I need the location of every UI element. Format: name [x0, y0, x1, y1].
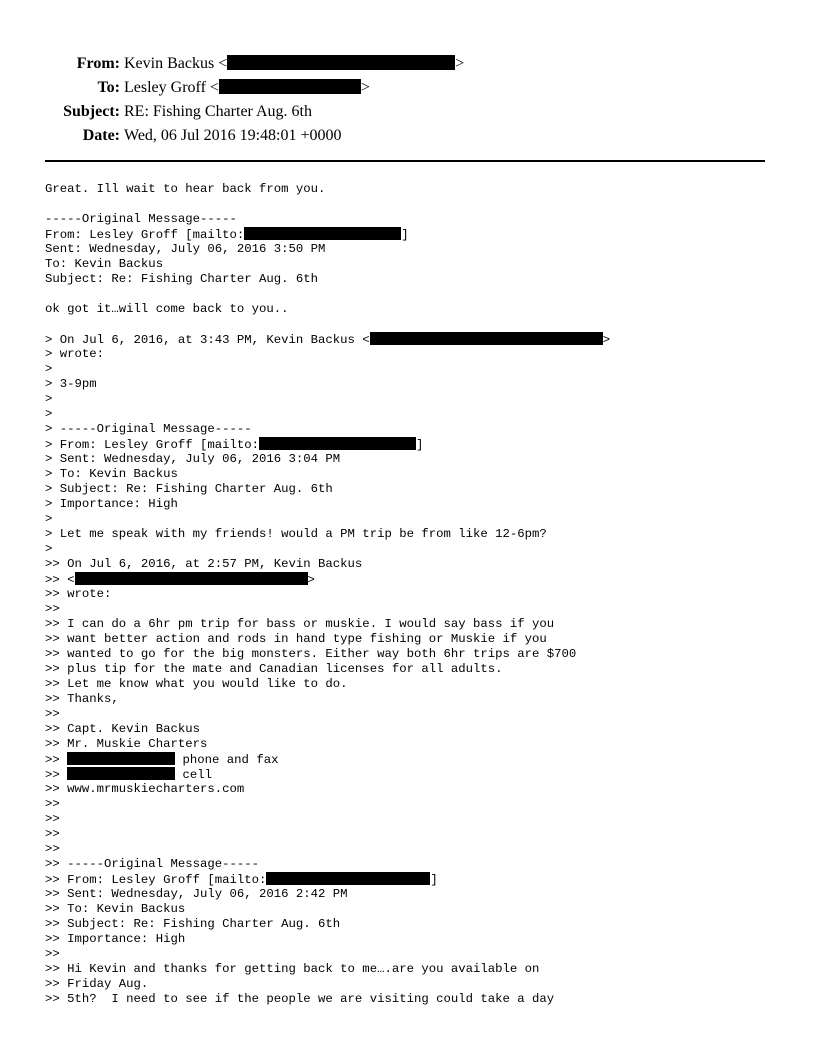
line-text: >> Sent: Wednesday, July 06, 2016 2:42 PM [45, 887, 348, 901]
body-line [45, 527, 785, 542]
to-close: > [360, 79, 370, 96]
body-line [45, 767, 785, 782]
line-text-after: cell [175, 768, 213, 782]
line-text: To: Kevin Backus [45, 257, 164, 271]
date-label: Date: [82, 127, 120, 144]
line-text: >> [45, 768, 68, 782]
line-text: > -----Original Message----- [45, 422, 252, 436]
body-line [45, 617, 785, 632]
redaction-block [266, 872, 430, 885]
to-value [124, 76, 370, 100]
body-line [45, 722, 785, 737]
line-text-after: ] [416, 438, 424, 452]
line-text: -----Original Message----- [45, 212, 237, 226]
line-text: >> Importance: High [45, 932, 186, 946]
email-body [45, 182, 785, 1007]
line-text: > Let me speak with my friends! would a PM trip be from like 12-6pm? [45, 527, 547, 541]
line-text: > Subject: Re: Fishing Charter Aug. 6th [45, 482, 333, 496]
line-text: >> I can do a 6hr pm trip for bass or muskie. I would say bass if you [45, 617, 555, 631]
body-line [45, 212, 785, 227]
line-text: ok got it…will come back to you.. [45, 302, 289, 316]
subject-value: RE: Fishing Charter Aug. 6th [124, 103, 312, 120]
to-row [0, 76, 816, 100]
line-text-after: ] [401, 228, 409, 242]
line-text: >> -----Original Message----- [45, 857, 260, 871]
date-row [0, 124, 816, 148]
body-line [45, 737, 785, 752]
body-line [45, 317, 785, 332]
body-line [45, 377, 785, 392]
body-line [45, 932, 785, 947]
body-line [45, 482, 785, 497]
line-text-after: ] [430, 873, 438, 887]
to-name: Lesley Groff < [124, 79, 219, 96]
body-line [45, 467, 785, 482]
line-text: >> Capt. Kevin Backus [45, 722, 200, 736]
body-line [45, 587, 785, 602]
line-text: > [45, 542, 53, 556]
body-line [45, 182, 785, 197]
body-line [45, 422, 785, 437]
line-text: >> Thanks, [45, 692, 119, 706]
body-line [45, 242, 785, 257]
line-text: >> [45, 842, 60, 856]
body-line [45, 887, 785, 902]
line-text: >> Friday Aug. [45, 977, 149, 991]
line-text: > [45, 392, 53, 406]
redaction-block [370, 332, 603, 345]
body-line [45, 602, 785, 617]
redaction-block [67, 752, 175, 765]
from-label: From: [76, 55, 120, 72]
body-line [45, 872, 785, 887]
body-line [45, 692, 785, 707]
body-line [45, 902, 785, 917]
line-text-after: > [602, 333, 611, 347]
line-text: > wrote: [45, 347, 105, 361]
line-text: >> wrote: [45, 587, 112, 601]
redaction-block [227, 55, 455, 70]
line-text: >> [45, 947, 60, 961]
from-value [124, 52, 464, 76]
to-label: To: [97, 79, 120, 96]
line-text: > To: Kevin Backus [45, 467, 178, 481]
line-text: >> Let me know what you would like to do. [45, 677, 348, 691]
line-text: Subject: Re: Fishing Charter Aug. 6th [45, 272, 319, 286]
line-text: > On Jul 6, 2016, at 3:43 PM, Kevin Backus < [45, 333, 370, 347]
line-text: >> < [45, 573, 75, 587]
redaction-block [75, 572, 308, 585]
body-line [45, 197, 785, 212]
from-row [0, 52, 816, 76]
body-line [45, 827, 785, 842]
body-line [45, 752, 785, 767]
redaction-block [244, 227, 401, 240]
line-text: > Importance: High [45, 497, 178, 511]
body-line [45, 332, 785, 347]
body-line [45, 962, 785, 977]
from-name: Kevin Backus < [124, 55, 228, 72]
line-text: > From: Lesley Groff [mailto: [45, 438, 260, 452]
line-text: >> On Jul 6, 2016, at 2:57 PM, Kevin Backus [45, 557, 363, 571]
body-line [45, 512, 785, 527]
body-line [45, 947, 785, 962]
line-text: >> [45, 707, 60, 721]
line-text: >> From: Lesley Groff [mailto: [45, 873, 267, 887]
header-divider [45, 160, 765, 162]
line-text: >> www.mrmuskiecharters.com [45, 782, 245, 796]
line-text: >> [45, 827, 60, 841]
line-text: > [45, 407, 53, 421]
body-line [45, 272, 785, 287]
body-line [45, 707, 785, 722]
body-line [45, 287, 785, 302]
body-line [45, 782, 785, 797]
body-line [45, 572, 785, 587]
subject-row [0, 100, 816, 124]
body-line [45, 392, 785, 407]
body-line [45, 797, 785, 812]
from-close: > [455, 55, 465, 72]
line-text: >> [45, 602, 60, 616]
redaction-block [67, 767, 175, 780]
body-line [45, 977, 785, 992]
email-header [0, 52, 816, 148]
line-text: >> To: Kevin Backus [45, 902, 186, 916]
body-line [45, 662, 785, 677]
line-text: >> [45, 753, 68, 767]
body-line [45, 842, 785, 857]
line-text: > [45, 512, 53, 526]
body-line [45, 557, 785, 572]
body-line [45, 362, 785, 377]
body-line [45, 812, 785, 827]
line-text: >> Subject: Re: Fishing Charter Aug. 6th [45, 917, 341, 931]
body-line [45, 917, 785, 932]
body-line [45, 227, 785, 242]
line-text: >> 5th? I need to see if the people we are visiting could take a day [45, 992, 555, 1006]
line-text: >> wanted to go for the big monsters. Either way both 6hr trips are $700 [45, 647, 577, 661]
redaction-block [259, 437, 416, 450]
line-text: >> Hi Kevin and thanks for getting back to me….are you available on [45, 962, 540, 976]
body-line [45, 497, 785, 512]
body-line [45, 857, 785, 872]
body-line [45, 677, 785, 692]
body-line [45, 302, 785, 317]
line-text: > 3-9pm [45, 377, 97, 391]
body-line [45, 437, 785, 452]
line-text: Great. Ill wait to hear back from you. [45, 182, 326, 196]
line-text: >> Mr. Muskie Charters [45, 737, 208, 751]
line-text: >> [45, 797, 60, 811]
date-value: Wed, 06 Jul 2016 19:48:01 +0000 [124, 127, 342, 144]
line-text: From: Lesley Groff [mailto: [45, 228, 245, 242]
body-line [45, 992, 785, 1007]
redaction-block [219, 79, 361, 94]
line-text: >> [45, 812, 60, 826]
body-line [45, 632, 785, 647]
line-text: Sent: Wednesday, July 06, 2016 3:50 PM [45, 242, 326, 256]
line-text-after: phone and fax [175, 753, 279, 767]
line-text: > Sent: Wednesday, July 06, 2016 3:04 PM [45, 452, 341, 466]
body-line [45, 452, 785, 467]
body-line [45, 347, 785, 362]
body-line [45, 257, 785, 272]
body-line [45, 542, 785, 557]
line-text-after: > [307, 573, 315, 587]
body-line [45, 647, 785, 662]
line-text: >> plus tip for the mate and Canadian licenses for all adults. [45, 662, 503, 676]
body-line [45, 407, 785, 422]
subject-label: Subject: [63, 103, 120, 120]
line-text: > [45, 362, 53, 376]
line-text: >> want better action and rods in hand type fishing or Muskie if you [45, 632, 547, 646]
